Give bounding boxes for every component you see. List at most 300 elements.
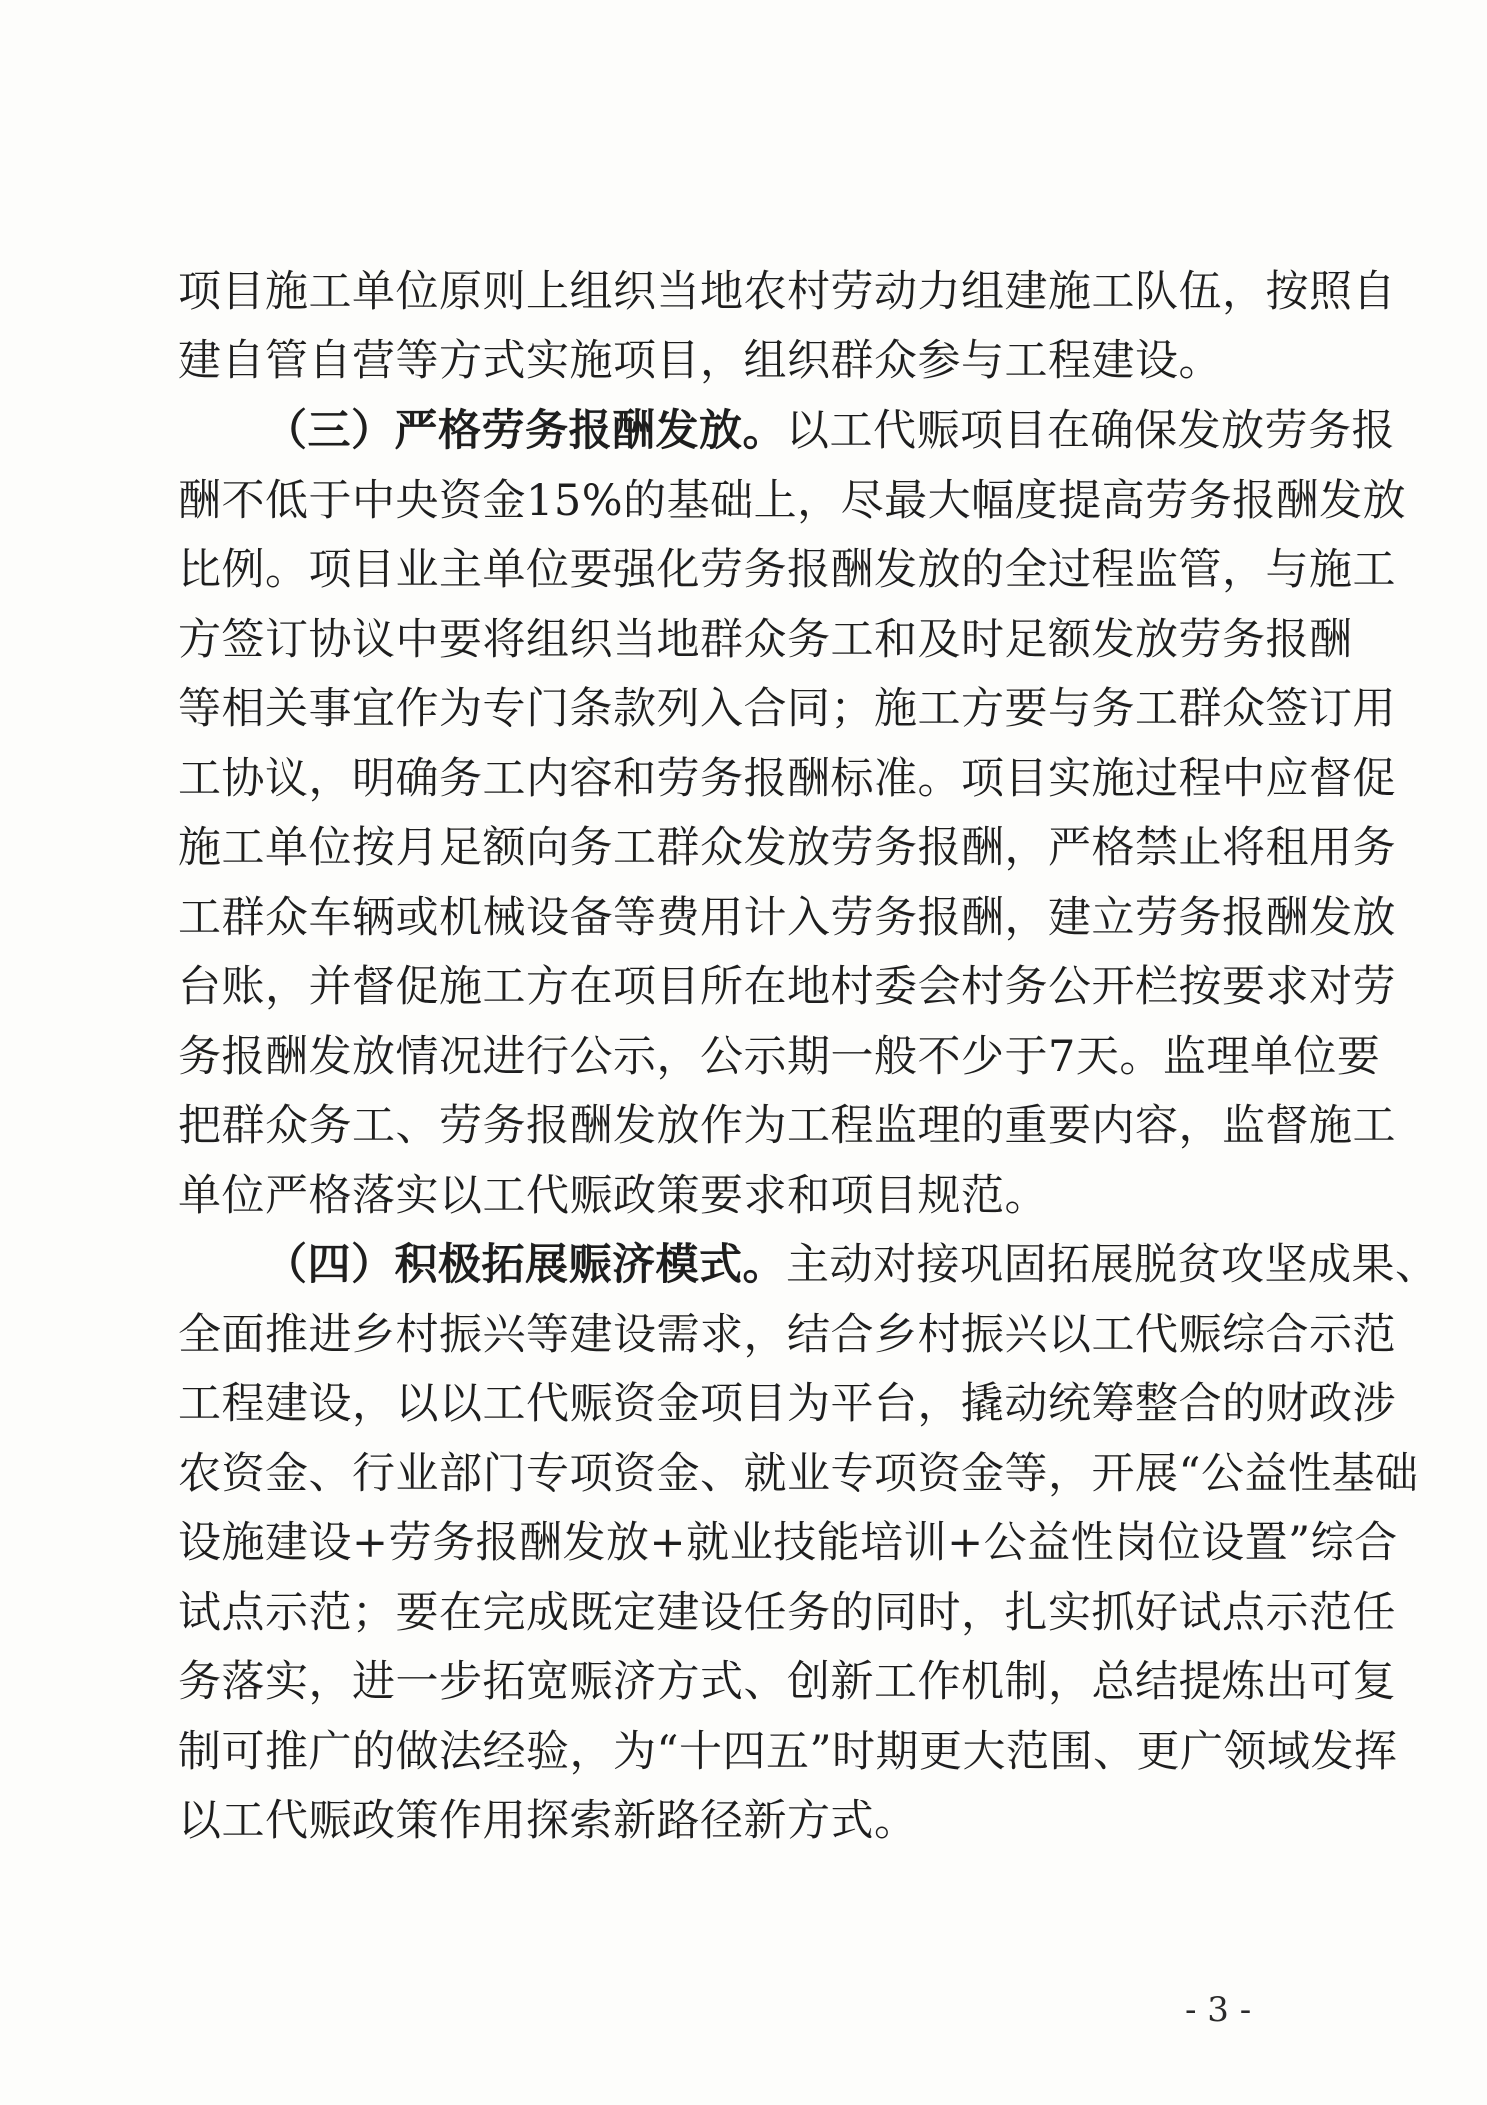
glyph: 、 xyxy=(700,1449,744,1499)
glyph: 械 xyxy=(482,893,526,943)
glyph: 的 xyxy=(623,476,667,526)
glyph: 要 xyxy=(439,615,483,665)
glyph: 村 xyxy=(830,962,874,1012)
glyph: 发 xyxy=(1310,1727,1354,1777)
glyph: 足 xyxy=(1004,615,1048,665)
glyph: 资 xyxy=(613,1379,657,1429)
glyph: 培 xyxy=(860,1518,904,1568)
glyph: 账 xyxy=(221,962,265,1012)
glyph: 合 xyxy=(743,684,787,734)
glyph: 业 xyxy=(395,1449,439,1499)
glyph: 发 xyxy=(743,823,787,873)
glyph: 提 xyxy=(1178,1657,1222,1707)
glyph: 十 xyxy=(678,1727,723,1777)
glyph: 最 xyxy=(884,476,928,526)
glyph: 应 xyxy=(1265,754,1309,804)
glyph: 发 xyxy=(1091,615,1135,665)
glyph: 村 xyxy=(395,1310,439,1360)
glyph: 置 xyxy=(1244,1518,1289,1568)
glyph: 计 xyxy=(743,893,787,943)
text-line-4 xyxy=(178,471,1407,531)
glyph: 点 xyxy=(221,1588,265,1638)
glyph: 队 xyxy=(1135,267,1179,317)
glyph: 足 xyxy=(439,823,483,873)
glyph: 一 xyxy=(395,1657,439,1707)
glyph: 既 xyxy=(569,1588,613,1638)
glyph: 度 xyxy=(1014,476,1059,526)
glyph: 台 xyxy=(874,1379,918,1429)
glyph: 工 xyxy=(178,893,222,943)
glyph: 发 xyxy=(1319,476,1363,526)
glyph: 建 xyxy=(1048,893,1092,943)
glyph: 建 xyxy=(569,1310,613,1360)
glyph: 建 xyxy=(656,1588,700,1638)
glyph: ” xyxy=(1288,1518,1311,1568)
glyph: 兴 xyxy=(482,1310,526,1360)
glyph: 条 xyxy=(569,684,613,734)
glyph: 作 xyxy=(395,684,439,734)
glyph: 和 xyxy=(874,615,918,665)
glyph: 确 xyxy=(395,754,439,804)
glyph: 、 xyxy=(308,1449,352,1499)
glyph: 群 xyxy=(1178,684,1222,734)
glyph: 施 xyxy=(1048,267,1092,317)
glyph: 位 xyxy=(1293,1032,1337,1082)
glyph: 可 xyxy=(1309,1657,1353,1707)
glyph: + xyxy=(947,1518,984,1568)
glyph: 合 xyxy=(1265,1310,1309,1360)
glyph: 中 xyxy=(352,476,396,526)
glyph: 宽 xyxy=(526,1657,570,1707)
glyph: 额 xyxy=(1048,615,1092,665)
glyph: 。 xyxy=(1119,1032,1163,1082)
glyph: 促 xyxy=(395,962,439,1012)
glyph: 进 xyxy=(352,1657,396,1707)
glyph: 务 xyxy=(743,545,787,595)
glyph: 开 xyxy=(1091,962,1135,1012)
text-line-2 xyxy=(178,331,1268,391)
text-line-12 xyxy=(178,1027,1381,1087)
glyph: 基 xyxy=(666,476,711,526)
glyph: 报 xyxy=(1265,615,1309,665)
glyph: 则 xyxy=(482,267,526,317)
glyph: 挥 xyxy=(1353,1727,1398,1777)
text-line-8 xyxy=(178,749,1396,809)
glyph: 工 xyxy=(482,962,526,1012)
glyph: 实 xyxy=(1048,1588,1092,1638)
glyph: 不 xyxy=(917,1032,961,1082)
glyph: 金 xyxy=(265,1449,309,1499)
glyph: 。 xyxy=(265,545,309,595)
glyph: 例 xyxy=(221,545,265,595)
glyph: 工 xyxy=(482,754,526,804)
glyph: 理 xyxy=(917,1101,961,1151)
glyph: 撬 xyxy=(961,1379,1005,1429)
glyph: 按 xyxy=(1178,962,1222,1012)
glyph: 等 xyxy=(1004,1449,1048,1499)
glyph: 栏 xyxy=(1135,962,1179,1012)
glyph: 要 xyxy=(1222,962,1266,1012)
glyph: 域 xyxy=(1266,1727,1311,1777)
glyph: 时 xyxy=(831,1727,876,1777)
glyph: 法 xyxy=(439,1727,483,1777)
glyph: 力 xyxy=(917,267,961,317)
glyph: 为 xyxy=(439,684,483,734)
text-line-17 xyxy=(178,1374,1396,1434)
glyph: 务 xyxy=(178,1657,222,1707)
glyph: ， xyxy=(961,1588,1005,1638)
glyph: 发 xyxy=(308,1032,352,1082)
glyph: 低 xyxy=(265,476,309,526)
glyph: 为 xyxy=(787,1379,831,1429)
glyph: 工 xyxy=(482,1379,526,1429)
glyph: 建 xyxy=(265,1379,309,1429)
glyph: 车 xyxy=(308,893,352,943)
glyph: 组 xyxy=(961,267,1005,317)
glyph: 目 xyxy=(1004,754,1048,804)
glyph: 提 xyxy=(1058,476,1102,526)
glyph: 设 xyxy=(613,1310,657,1360)
glyph: 务 xyxy=(1178,893,1222,943)
glyph: 报 xyxy=(475,1518,520,1568)
glyph: 可 xyxy=(221,1727,265,1777)
glyph: 范 xyxy=(308,1588,352,1638)
glyph: 用 xyxy=(700,893,744,943)
glyph: 四 xyxy=(722,1727,766,1777)
glyph: 督 xyxy=(352,962,396,1012)
glyph: 务 xyxy=(874,823,918,873)
glyph: 项 xyxy=(961,754,1005,804)
glyph: 总 xyxy=(1091,1657,1135,1707)
glyph: 当 xyxy=(656,267,700,317)
glyph: 群 xyxy=(700,615,744,665)
glyph: 于 xyxy=(1004,1032,1048,1082)
glyph: ； xyxy=(352,1588,396,1638)
text-line-16 xyxy=(178,1305,1396,1365)
glyph: 振 xyxy=(961,1310,1005,1360)
text-line-1 xyxy=(178,262,1396,322)
glyph: 订 xyxy=(1309,684,1353,734)
glyph: 情 xyxy=(395,1032,439,1082)
glyph: 更 xyxy=(1136,1727,1180,1777)
glyph: 项 xyxy=(700,1379,744,1429)
glyph: ， xyxy=(917,1379,961,1429)
glyph: 内 xyxy=(526,754,570,804)
glyph: 工 xyxy=(221,823,265,873)
glyph: 报 xyxy=(1232,476,1276,526)
glyph: 会 xyxy=(917,962,961,1012)
glyph: 村 xyxy=(917,1310,961,1360)
text-line-18 xyxy=(178,1444,1419,1504)
glyph: 制 xyxy=(178,1727,222,1777)
glyph: 资 xyxy=(221,1449,265,1499)
text-line-5 xyxy=(178,540,1396,600)
glyph: 强 xyxy=(613,545,657,595)
glyph: 7 xyxy=(1048,1032,1076,1082)
glyph: 同 xyxy=(874,1588,918,1638)
glyph: 单 xyxy=(352,267,396,317)
glyph: 全 xyxy=(178,1310,222,1360)
text-line-content: 建自管自营等方式实施项目，组织群众参与工程建设。 xyxy=(178,336,1222,386)
glyph: 作 xyxy=(700,1101,744,1151)
glyph: 的 xyxy=(352,1727,396,1777)
glyph: 门 xyxy=(482,1449,526,1499)
glyph: 推 xyxy=(265,1727,309,1777)
glyph: 设 xyxy=(526,893,570,943)
glyph: 群 xyxy=(221,1101,265,1151)
glyph: 五 xyxy=(765,1727,810,1777)
glyph: 群 xyxy=(656,823,700,873)
glyph: 要 xyxy=(395,1588,439,1638)
glyph: 和 xyxy=(613,754,657,804)
glyph: 协 xyxy=(308,615,352,665)
glyph: 训 xyxy=(903,1518,948,1568)
glyph: 建 xyxy=(265,1518,309,1568)
glyph: 容 xyxy=(569,754,613,804)
glyph: 扎 xyxy=(1004,1588,1048,1638)
glyph: 按 xyxy=(352,823,396,873)
glyph: 报 xyxy=(917,823,961,873)
glyph: 做 xyxy=(395,1727,439,1777)
glyph: 为 xyxy=(613,1727,657,1777)
glyph: 业 xyxy=(787,1449,831,1499)
glyph: 放 xyxy=(1135,615,1179,665)
glyph: 督 xyxy=(1265,1101,1309,1151)
glyph: 工 xyxy=(1091,1310,1135,1360)
glyph: 上 xyxy=(753,476,798,526)
glyph: 务 xyxy=(1222,615,1266,665)
glyph: 群 xyxy=(221,893,265,943)
glyph: 议 xyxy=(352,615,396,665)
glyph: 酬 xyxy=(178,476,222,526)
glyph: 台 xyxy=(178,962,222,1012)
glyph: 报 xyxy=(526,1101,570,1151)
glyph: 完 xyxy=(482,1588,526,1638)
glyph: 进 xyxy=(482,1032,526,1082)
glyph: 位 xyxy=(308,823,352,873)
glyph: 劳 xyxy=(700,545,744,595)
glyph: 合 xyxy=(1354,1518,1398,1568)
glyph: 的 xyxy=(830,1588,874,1638)
glyph: 签 xyxy=(221,615,265,665)
glyph: 放 xyxy=(656,1101,700,1151)
glyph: 劳 xyxy=(1135,893,1179,943)
glyph: 公 xyxy=(1048,962,1092,1012)
glyph: 任 xyxy=(743,1588,787,1638)
glyph: 方 xyxy=(656,1657,700,1707)
glyph: ， xyxy=(1004,893,1048,943)
section-heading-4: （四）积极拓展赈济模式。 xyxy=(264,1240,786,1290)
glyph: 发 xyxy=(874,545,918,595)
glyph: 酬 xyxy=(1275,476,1320,526)
glyph: 示 xyxy=(265,1588,309,1638)
glyph: 抓 xyxy=(1091,1588,1135,1638)
glyph: 备 xyxy=(569,893,613,943)
glyph: 性 xyxy=(1287,1449,1332,1499)
glyph: 点 xyxy=(1222,1588,1266,1638)
glyph: 报 xyxy=(743,754,787,804)
glyph: 以 xyxy=(395,1379,439,1429)
glyph: 按 xyxy=(1265,267,1309,317)
glyph: 资 xyxy=(917,1449,961,1499)
text-line-content: 单位严格落实以工代赈政策要求和项目规范。 xyxy=(178,1171,1048,1221)
glyph: 将 xyxy=(1222,823,1266,873)
glyph: 订 xyxy=(265,615,309,665)
glyph: 放 xyxy=(1362,476,1407,526)
glyph: 程 xyxy=(1178,754,1222,804)
glyph: 程 xyxy=(830,1101,874,1151)
glyph: 施 xyxy=(439,962,483,1012)
glyph: 经 xyxy=(482,1727,526,1777)
glyph: 方 xyxy=(178,615,222,665)
glyph: 发 xyxy=(1309,893,1353,943)
glyph: 项 xyxy=(874,1449,918,1499)
glyph: 上 xyxy=(526,267,570,317)
glyph: 展 xyxy=(1135,1449,1179,1499)
text-line-23 xyxy=(178,1791,1268,1851)
glyph: 自 xyxy=(1352,267,1396,317)
glyph: 务 xyxy=(439,754,483,804)
glyph: 结 xyxy=(787,1310,831,1360)
glyph: 发 xyxy=(562,1518,607,1568)
glyph: 综 xyxy=(1310,1518,1355,1568)
glyph: 项 xyxy=(569,1449,613,1499)
glyph: 好 xyxy=(1135,1588,1179,1638)
glyph: 格 xyxy=(1091,823,1135,873)
section-heading-3-line xyxy=(264,401,1395,461)
glyph: 振 xyxy=(439,1310,483,1360)
glyph: 试 xyxy=(178,1588,222,1638)
glyph: 要 xyxy=(1336,1032,1381,1082)
glyph: 原 xyxy=(439,267,483,317)
glyph: 务 xyxy=(1004,962,1048,1012)
glyph: 容 xyxy=(1135,1101,1179,1151)
glyph: 少 xyxy=(961,1032,1005,1082)
glyph: 广 xyxy=(308,1727,352,1777)
glyph: ， xyxy=(797,476,841,526)
glyph: 入 xyxy=(787,893,831,943)
glyph: 监 xyxy=(1162,1032,1207,1082)
glyph: 范 xyxy=(1005,1727,1050,1777)
glyph: 进 xyxy=(308,1310,352,1360)
glyph: 酬 xyxy=(265,1032,309,1082)
glyph: 务 xyxy=(178,1032,222,1082)
glyph: 等 xyxy=(613,893,657,943)
glyph: 般 xyxy=(874,1032,918,1082)
glyph: 更 xyxy=(918,1727,963,1777)
glyph: 乡 xyxy=(352,1310,396,1360)
glyph: 单 xyxy=(482,545,526,595)
glyph: 监 xyxy=(1135,545,1179,595)
glyph: 示 xyxy=(613,1032,657,1082)
text-line-7 xyxy=(178,679,1396,739)
glyph: 所 xyxy=(700,962,744,1012)
glyph: 试 xyxy=(1178,1588,1222,1638)
glyph: 督 xyxy=(1309,754,1353,804)
glyph: 任 xyxy=(1352,1588,1396,1638)
glyph: 施 xyxy=(265,267,309,317)
glyph: 公 xyxy=(983,1518,1028,1568)
glyph: 统 xyxy=(1048,1379,1092,1429)
glyph: 示 xyxy=(1309,1310,1353,1360)
glyph: 村 xyxy=(961,962,1005,1012)
glyph: 大 xyxy=(962,1727,1006,1777)
glyph: 组 xyxy=(569,267,613,317)
glyph: 门 xyxy=(526,684,570,734)
glyph: 开 xyxy=(1091,1449,1135,1499)
glyph: 高 xyxy=(1101,476,1146,526)
glyph: 整 xyxy=(1135,1379,1179,1429)
glyph: 作 xyxy=(917,1657,961,1707)
glyph: 合 xyxy=(830,1310,874,1360)
glyph: 务 xyxy=(1091,684,1135,734)
glyph: 报 xyxy=(787,545,831,595)
glyph: 项 xyxy=(308,545,352,595)
glyph: 乡 xyxy=(874,1310,918,1360)
text-line-20 xyxy=(178,1583,1396,1643)
glyph: 组 xyxy=(526,615,570,665)
glyph: 求 xyxy=(700,1310,744,1360)
glyph: 劳 xyxy=(830,267,874,317)
glyph: 务 xyxy=(700,754,744,804)
glyph: 行 xyxy=(526,1032,570,1082)
glyph: 一 xyxy=(830,1032,874,1082)
glyph: ， xyxy=(1222,267,1266,317)
glyph: 务 xyxy=(787,1588,831,1638)
glyph: 范 xyxy=(1352,1310,1396,1360)
glyph: 协 xyxy=(221,754,265,804)
glyph: 向 xyxy=(526,823,570,873)
glyph: 报 xyxy=(917,893,961,943)
glyph: 工 xyxy=(613,823,657,873)
glyph: 务 xyxy=(787,615,831,665)
glyph: 施 xyxy=(221,1518,265,1568)
glyph: 幅 xyxy=(971,476,1015,526)
glyph: 务 xyxy=(874,893,918,943)
glyph: 与 xyxy=(1048,684,1092,734)
glyph: 酬 xyxy=(961,823,1005,873)
glyph: 施 xyxy=(1309,1101,1353,1151)
glyph: 月 xyxy=(395,823,439,873)
glyph: 验 xyxy=(526,1727,570,1777)
glyph: 的 xyxy=(961,1101,1005,1151)
glyph: 政 xyxy=(1309,1379,1353,1429)
glyph: 工 xyxy=(1135,684,1179,734)
glyph: 设 xyxy=(308,1518,352,1568)
glyph: 内 xyxy=(1091,1101,1135,1151)
glyph: 时 xyxy=(961,615,1005,665)
glyph: 众 xyxy=(700,823,744,873)
glyph: 务 xyxy=(482,1101,526,1151)
glyph: 立 xyxy=(1091,893,1135,943)
glyph: 拓 xyxy=(482,1657,526,1707)
glyph: 基 xyxy=(1331,1449,1375,1499)
glyph: 众 xyxy=(265,893,309,943)
glyph: ， xyxy=(569,1727,613,1777)
text-line-19 xyxy=(178,1513,1398,1573)
glyph: 益 xyxy=(1027,1518,1071,1568)
glyph: 织 xyxy=(613,267,657,317)
glyph: 专 xyxy=(482,684,526,734)
glyph: 等 xyxy=(526,1310,570,1360)
glyph: 严 xyxy=(1048,823,1092,873)
glyph: ， xyxy=(656,1032,700,1082)
glyph: 劳 xyxy=(1352,962,1396,1012)
glyph: 制 xyxy=(1004,1657,1048,1707)
glyph: 面 xyxy=(221,1310,265,1360)
glyph: 工 xyxy=(1352,1101,1396,1151)
glyph: 业 xyxy=(729,1518,774,1568)
